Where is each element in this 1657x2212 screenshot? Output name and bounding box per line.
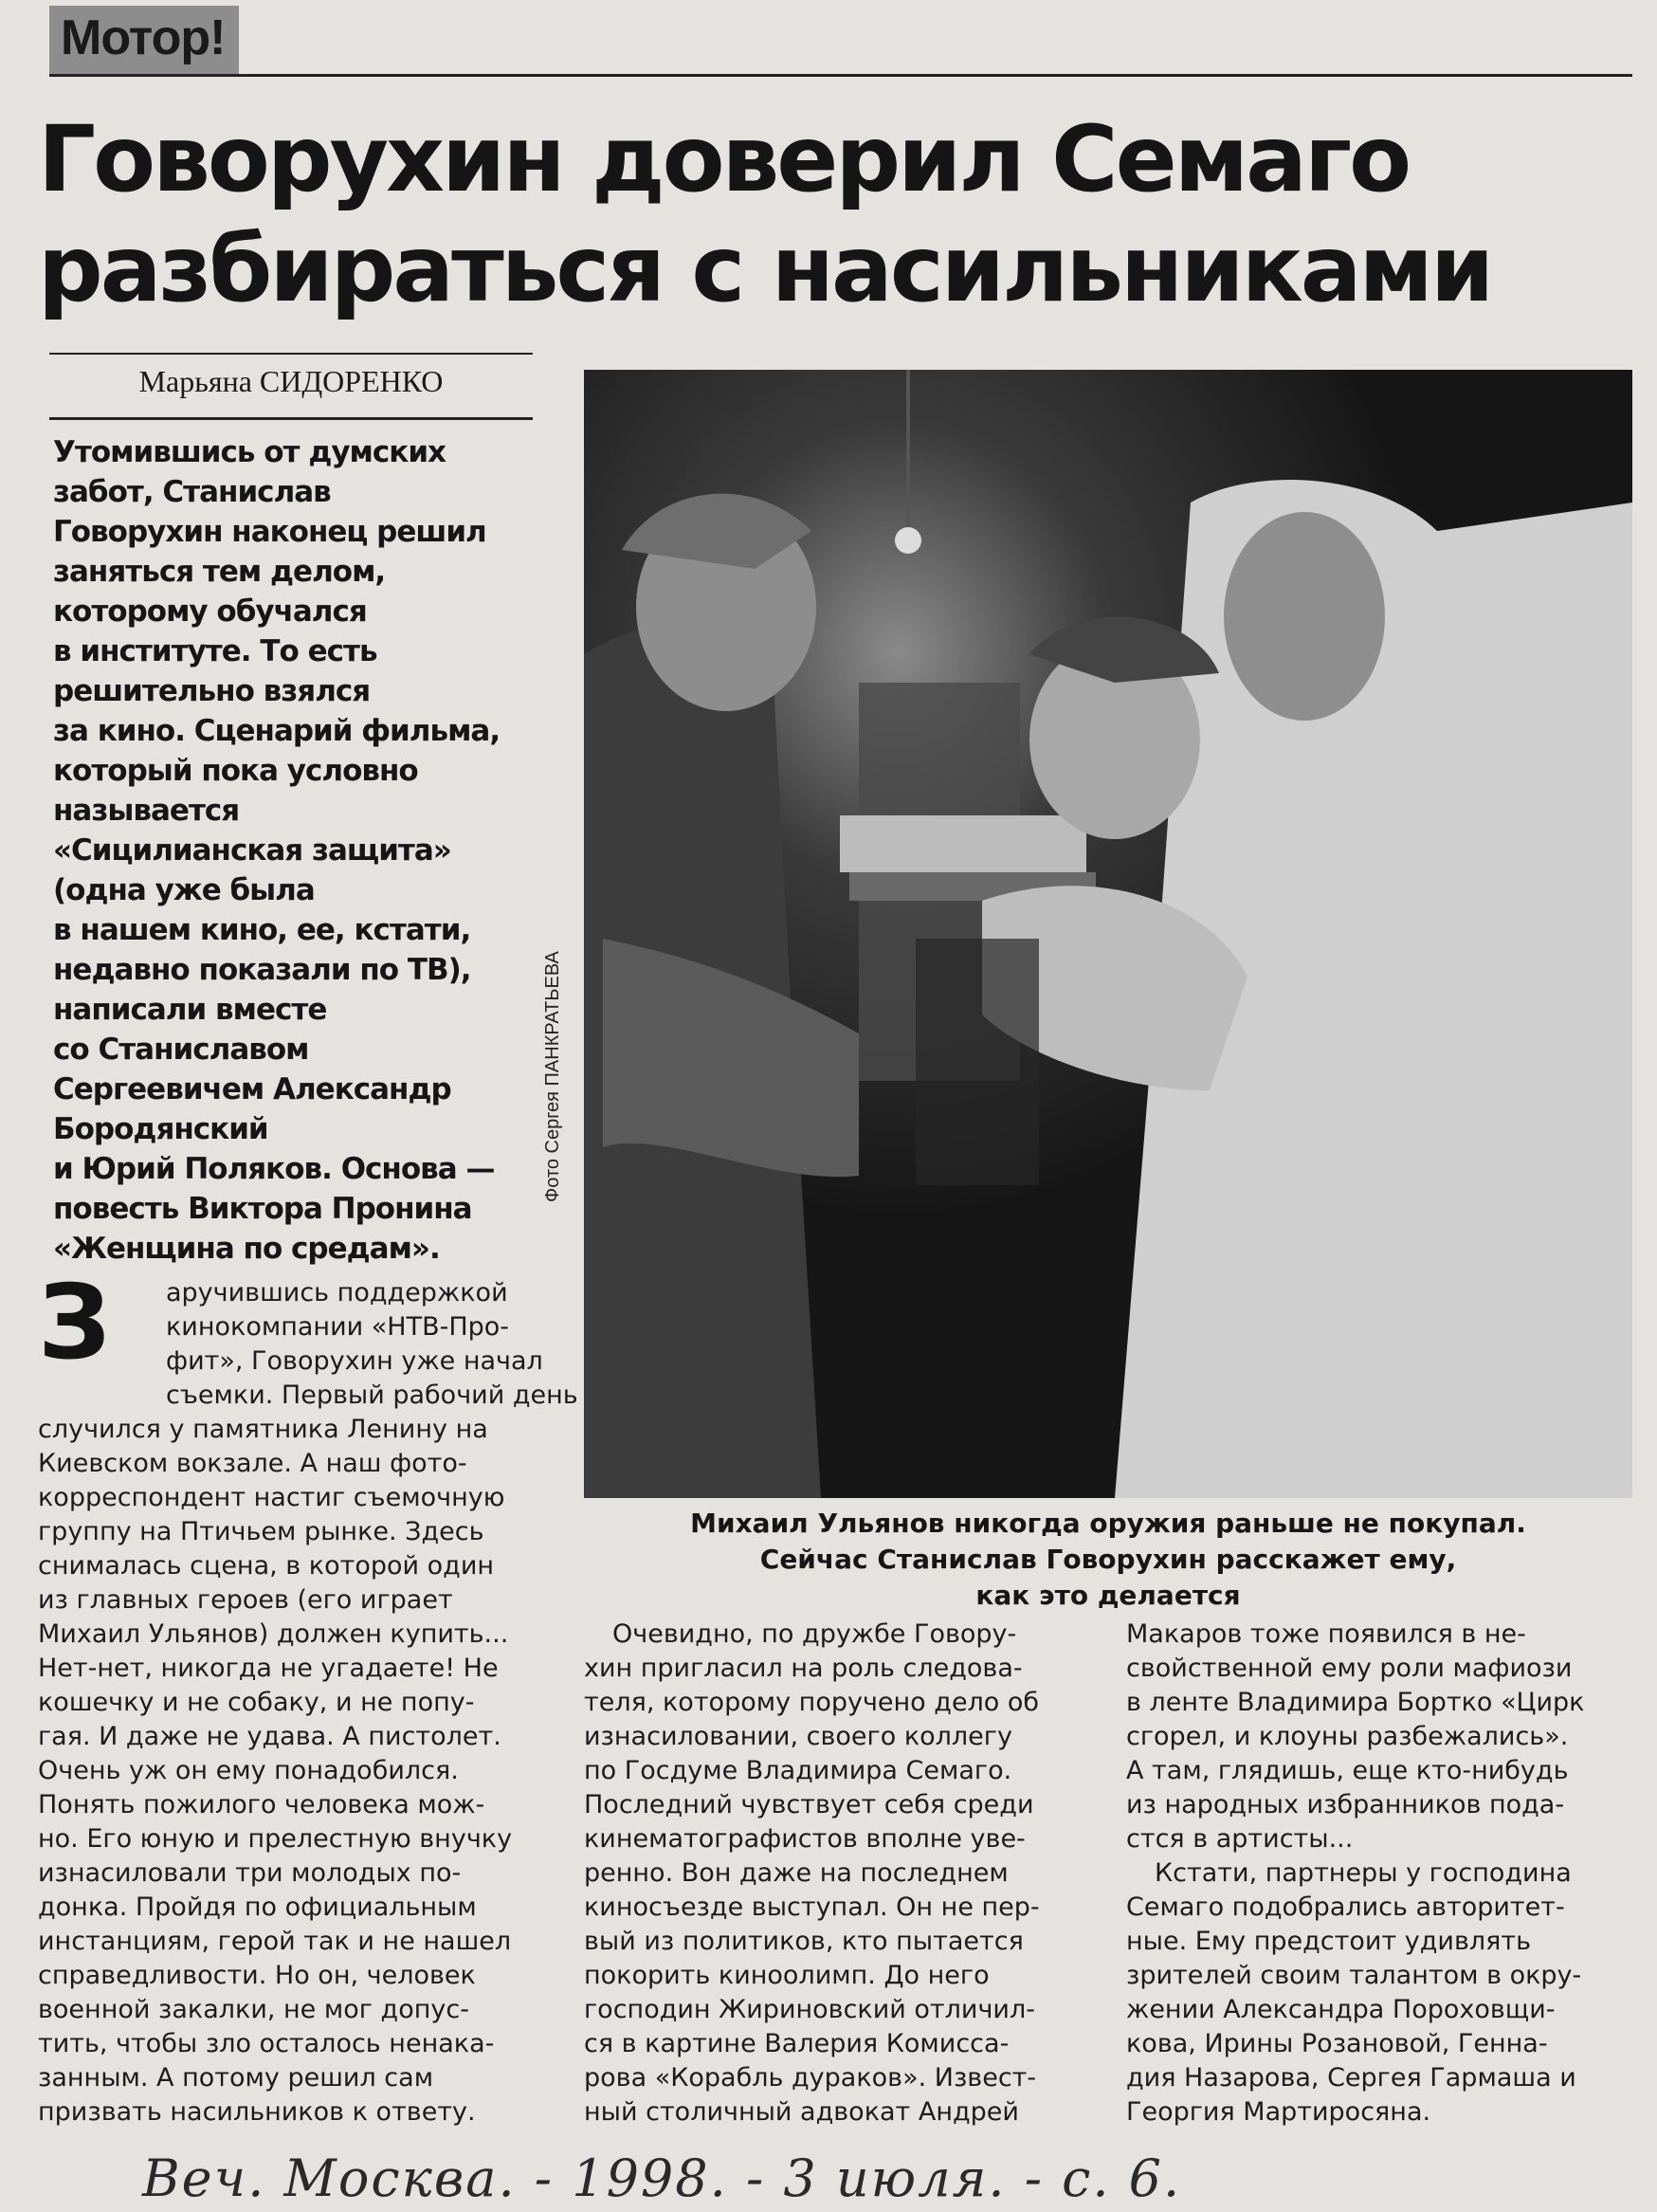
text-line: в институте. То есть [53, 634, 377, 668]
text-line: гая. И даже не удава. А пистолет. [38, 1722, 501, 1751]
text-line: фит», Говорухин уже начал [166, 1346, 543, 1376]
text-line: стся в артисты... [1126, 1824, 1354, 1854]
byline-rule-top [49, 353, 533, 355]
photo-caption [584, 1506, 1632, 1614]
text-line: инстанциям, герой так и не нашел [38, 1927, 512, 1956]
text-line: в нашем кино, ее, кстати, [53, 913, 471, 947]
text-line: жении Александра Пороховщи- [1126, 1995, 1556, 2024]
text-line: называется [53, 794, 240, 828]
text-line: Сергеевичем Александр [53, 1072, 451, 1106]
caption-line-2: Сейчас Станислав Говорухин расскажет ему, [759, 1544, 1457, 1575]
text-line: господин Жириновский отличил- [584, 1995, 1035, 2024]
byline-rule-bottom [49, 417, 533, 420]
text-line: «Сицилианская защита» [53, 833, 451, 868]
text-line: изнасиловали три молодых по- [38, 1858, 462, 1888]
text-line: военной закалки, не мог допус- [38, 1995, 469, 2024]
text-line: А там, глядишь, еще кто-нибудь [1126, 1756, 1569, 1785]
text-line: за кино. Сценарий фильма, [53, 714, 501, 748]
text-line: дия Назарова, Сергея Гармаша и [1126, 2063, 1576, 2093]
text-line: вый из политиков, кто пытается [584, 1927, 1024, 1956]
rubric-label-box [49, 6, 239, 74]
text-line: тить, чтобы зло осталось ненака- [38, 2029, 495, 2058]
text-line: забот, Станислав [53, 475, 331, 509]
text-line: со Станиславом [53, 1033, 309, 1067]
rubric-rule [49, 74, 1632, 77]
text-line: заняться тем делом, [53, 555, 386, 589]
headline-line-2: разбираться с насильниками [38, 216, 1492, 322]
headline-line-1: Говорухин доверил Семаго [38, 106, 1410, 212]
photo-illustration [584, 370, 1632, 1498]
text-line: написали вместе [53, 993, 327, 1027]
text-line: которому обучался [53, 594, 367, 629]
text-line: Очень уж он ему понадобился. [38, 1756, 459, 1785]
text-line: «Женщина по средам». [53, 1232, 440, 1266]
text-line: занным. А потому решил сам [38, 2063, 434, 2093]
text-line: кова, Ирины Розановой, Генна- [1126, 2029, 1548, 2058]
text-line: из народных избранников пода- [1126, 1790, 1565, 1819]
text-line: кинокомпании «НТВ-Про- [166, 1312, 510, 1342]
text-line: хин пригласил на роль следова- [584, 1654, 1023, 1683]
headline [38, 104, 1630, 324]
photo-credit: Фото Сергея ПАНКРАТЬЕВА [542, 951, 563, 1202]
body-column-1 [38, 1276, 578, 2130]
text-line: недавно показали по ТВ), [53, 953, 471, 987]
article-photo [584, 370, 1632, 1498]
lead-paragraph [53, 432, 546, 1269]
text-line: Утомившись от думских [53, 435, 446, 469]
text-line: кошечку и не собаку, и не попу- [38, 1688, 475, 1717]
text-line: и Юрий Поляков. Основа — [53, 1152, 495, 1186]
text-line: рова «Корабль дураков». Извест- [584, 2063, 1037, 2093]
text-line: Семаго подобрались авторитет- [1126, 1892, 1565, 1922]
text-line: сгорел, и клоуны разбежались». [1126, 1722, 1569, 1751]
text-line: Михаил Ульянов) должен купить... [38, 1619, 509, 1649]
body-column-3 [1126, 1618, 1638, 2130]
text-line: призвать насильников к ответу. [38, 2097, 476, 2127]
text-line: (одна уже была [53, 873, 315, 907]
text-line: теля, которому поручено дело об [584, 1688, 1040, 1717]
text-line: справедливости. Но он, человек [38, 1961, 476, 1990]
handwritten-source-note: Веч. Москва. - 1998. - 3 июля. - с. 6. [142, 2148, 1182, 2208]
text-line: аручившись поддержкой [166, 1278, 508, 1307]
text-line: повесть Виктора Пронина [53, 1192, 472, 1226]
text-line: зрителей своим талантом в окру- [1126, 1961, 1582, 1990]
text-line: группу на Птичьем рынке. Здесь [38, 1517, 484, 1546]
text-line: покорить киноолимп. До него [584, 1961, 990, 1990]
rubric-label: Мотор! [61, 10, 226, 65]
caption-line-3: как это делается [975, 1580, 1241, 1611]
text-line: Бородянский [53, 1112, 268, 1146]
text-line: снималась сцена, в которой один [38, 1551, 495, 1581]
text-line: Кстати, партнеры у господина [1155, 1858, 1572, 1888]
text-line: Георгия Мартиросяна. [1126, 2097, 1431, 2127]
text-line: Макаров тоже появился в не- [1126, 1619, 1526, 1649]
text-line: донка. Пройдя по официальным [38, 1892, 477, 1922]
text-line: случился у памятника Ленину на [38, 1415, 488, 1444]
byline [49, 364, 533, 399]
text-line: Говорухин наконец решил [53, 515, 486, 549]
text-line: который пока условно [53, 754, 418, 788]
text-line: Киевском вокзале. А наш фото- [38, 1449, 467, 1478]
text-line: Нет-нет, никогда не угадаете! Не [38, 1654, 499, 1683]
text-line: свойственной ему роли мафиози [1126, 1654, 1573, 1683]
body-column-2 [584, 1618, 1096, 2130]
text-line: в ленте Владимира Бортко «Цирк [1126, 1688, 1585, 1717]
text-line: из главных героев (его играет [38, 1585, 453, 1615]
text-line: Последний чувствует себя среди [584, 1790, 1034, 1819]
text-line: кинематографистов вполне уве- [584, 1824, 1026, 1854]
text-line: киносъезде выступал. Он не пер- [584, 1892, 1040, 1922]
author-first-name: Марьяна [138, 364, 252, 398]
text-line: ный столичный адвокат Андрей [584, 2097, 1019, 2127]
author-last-name: СИДОРЕНКО [259, 364, 444, 398]
text-line: ся в картине Валерия Комисса- [584, 2029, 1010, 2058]
text-line: изнасиловании, своего коллегу [584, 1722, 1012, 1751]
text-line: Очевидно, по дружбе Говору- [612, 1619, 1017, 1649]
text-line: корреспондент настиг съемочную [38, 1483, 505, 1512]
text-line: решительно взялся [53, 674, 371, 708]
text-line: Понять пожилого человека мож- [38, 1790, 485, 1819]
text-line: по Госдуме Владимира Семаго. [584, 1756, 1012, 1785]
text-line: ренно. Вон даже на последнем [584, 1858, 1009, 1888]
caption-line-1: Михаил Ульянов никогда оружия раньше не покупал. [690, 1508, 1526, 1539]
text-line: ные. Ему предстоит удивлять [1126, 1927, 1532, 1956]
drop-cap: З [38, 1264, 111, 1382]
text-line: съемки. Первый рабочий день [166, 1380, 578, 1410]
text-line: но. Его юную и прелестную внучку [38, 1824, 513, 1854]
